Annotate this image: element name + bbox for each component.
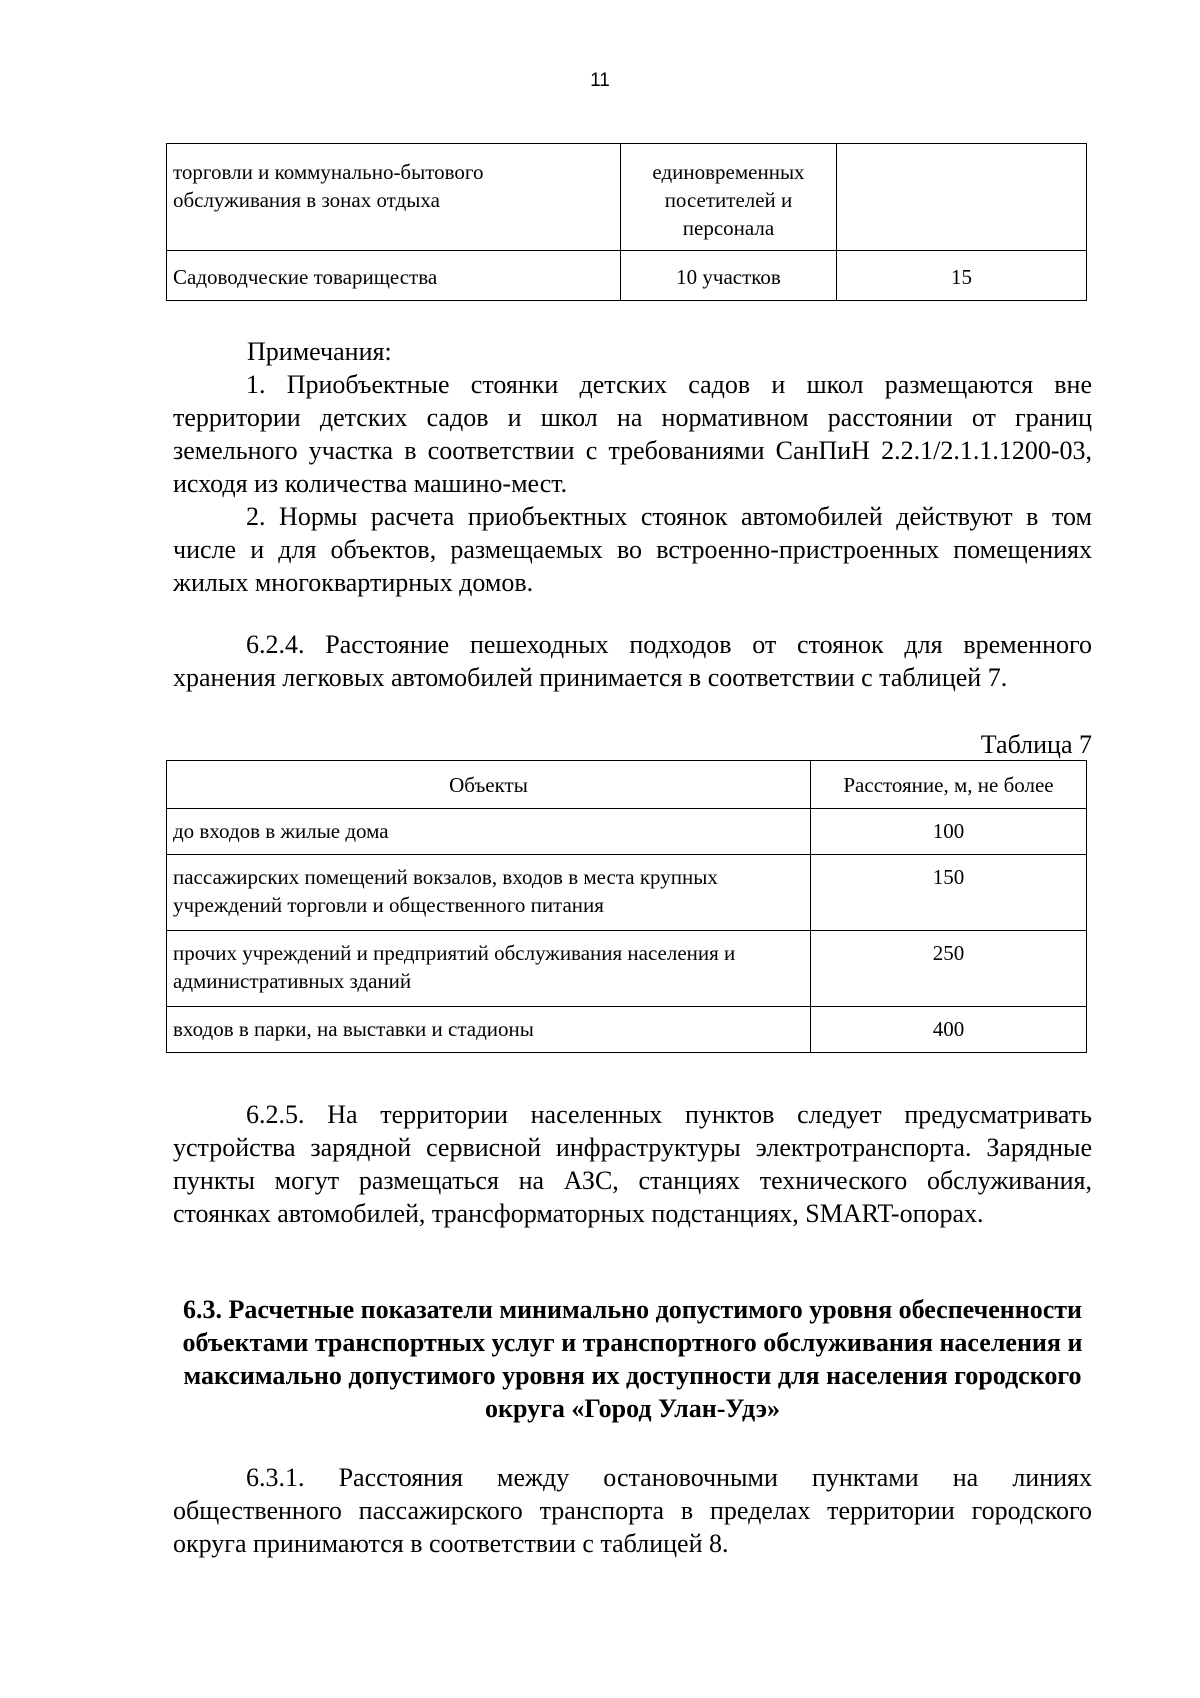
paragraph-6-2-4: 6.2.4. Расстояние пешеходных подходов от стоянок для временного хранения легковых автомобилей принимается в соответствии с таблицей 7. <box>173 630 1092 692</box>
table-row <box>167 251 1087 301</box>
table-cell-object: пассажирских помещений вокзалов, входов в места крупных учреждений торговли и общественного питания <box>167 855 811 931</box>
column-header-distance: Расстояние, м, не более <box>811 761 1087 809</box>
table-cell-object: до входов в жилые дома <box>167 809 811 855</box>
table-header-row <box>167 761 1087 809</box>
paragraph-6-3-1: 6.3.1. Расстояния между остановочными пунктами на линиях общественного пассажирского транспорта в пределах территории городского округа принимаются в соответствии с таблицей 8. <box>173 1463 1092 1558</box>
table-cell-object: прочих учреждений и предприятий обслуживания населения и административных зданий <box>167 931 811 1007</box>
note-1: 1. Приобъектные стоянки детских садов и школ размещаются вне территории детских садов и школ на нормативном расстоянии от границ земельного участка в соответствии с требованиями СанПиН 2.2.1/2.1.1.1200-03, исходя из количества машино-мест. <box>173 370 1092 498</box>
page-number: 11 <box>590 70 610 91</box>
table-continuation <box>166 143 1087 301</box>
table-row <box>167 855 1087 931</box>
table-cell-distance: 100 <box>811 809 1087 855</box>
table-7 <box>166 760 1087 1053</box>
note-2: 2. Нормы расчета приобъектных стоянок автомобилей действуют в том числе и для объектов, размещаемых во встроенно-пристроенных помещениях жилых многоквартирных домов. <box>173 502 1092 597</box>
table-caption: Таблица 7 <box>980 730 1092 759</box>
table-cell-object: входов в парки, на выставки и стадионы <box>167 1007 811 1053</box>
table-cell-object: Садоводческие товарищества <box>167 251 621 301</box>
notes-title: Примечания: <box>247 337 392 366</box>
table-cell-value <box>837 144 1087 251</box>
table-row <box>167 809 1087 855</box>
paragraph-6-2-5: 6.2.5. На территории населенных пунктов следует предусматривать устройства зарядной сервисной инфраструктуры электротранспорта. Зарядные пункты могут размещаться на АЗС, станциях технического обслуживания, стоянках автомобилей, трансформаторных подстанциях, SMART-опорах. <box>173 1100 1092 1228</box>
table-cell-unit: единовременных посетителей и персонала <box>621 144 837 251</box>
table-cell-distance: 400 <box>811 1007 1087 1053</box>
table-cell-value: 15 <box>837 251 1087 301</box>
table-cell-distance: 250 <box>811 931 1087 1007</box>
table-cell-unit: 10 участков <box>621 251 837 301</box>
table-row <box>167 144 1087 251</box>
table-cell-object: торговли и коммунально-бытового обслуживания в зонах отдыха <box>167 144 621 251</box>
table-cell-distance: 150 <box>811 855 1087 931</box>
table-row <box>167 931 1087 1007</box>
column-header-objects: Объекты <box>167 761 811 809</box>
section-heading-6-3: 6.3. Расчетные показатели минимально допустимого уровня обеспеченности объектами транспортных услуг и транспортного обслуживания населения и максимально допустимого уровня их доступности для населения городского округа «Город Улан-Удэ» <box>182 1295 1083 1423</box>
table-row <box>167 1007 1087 1053</box>
